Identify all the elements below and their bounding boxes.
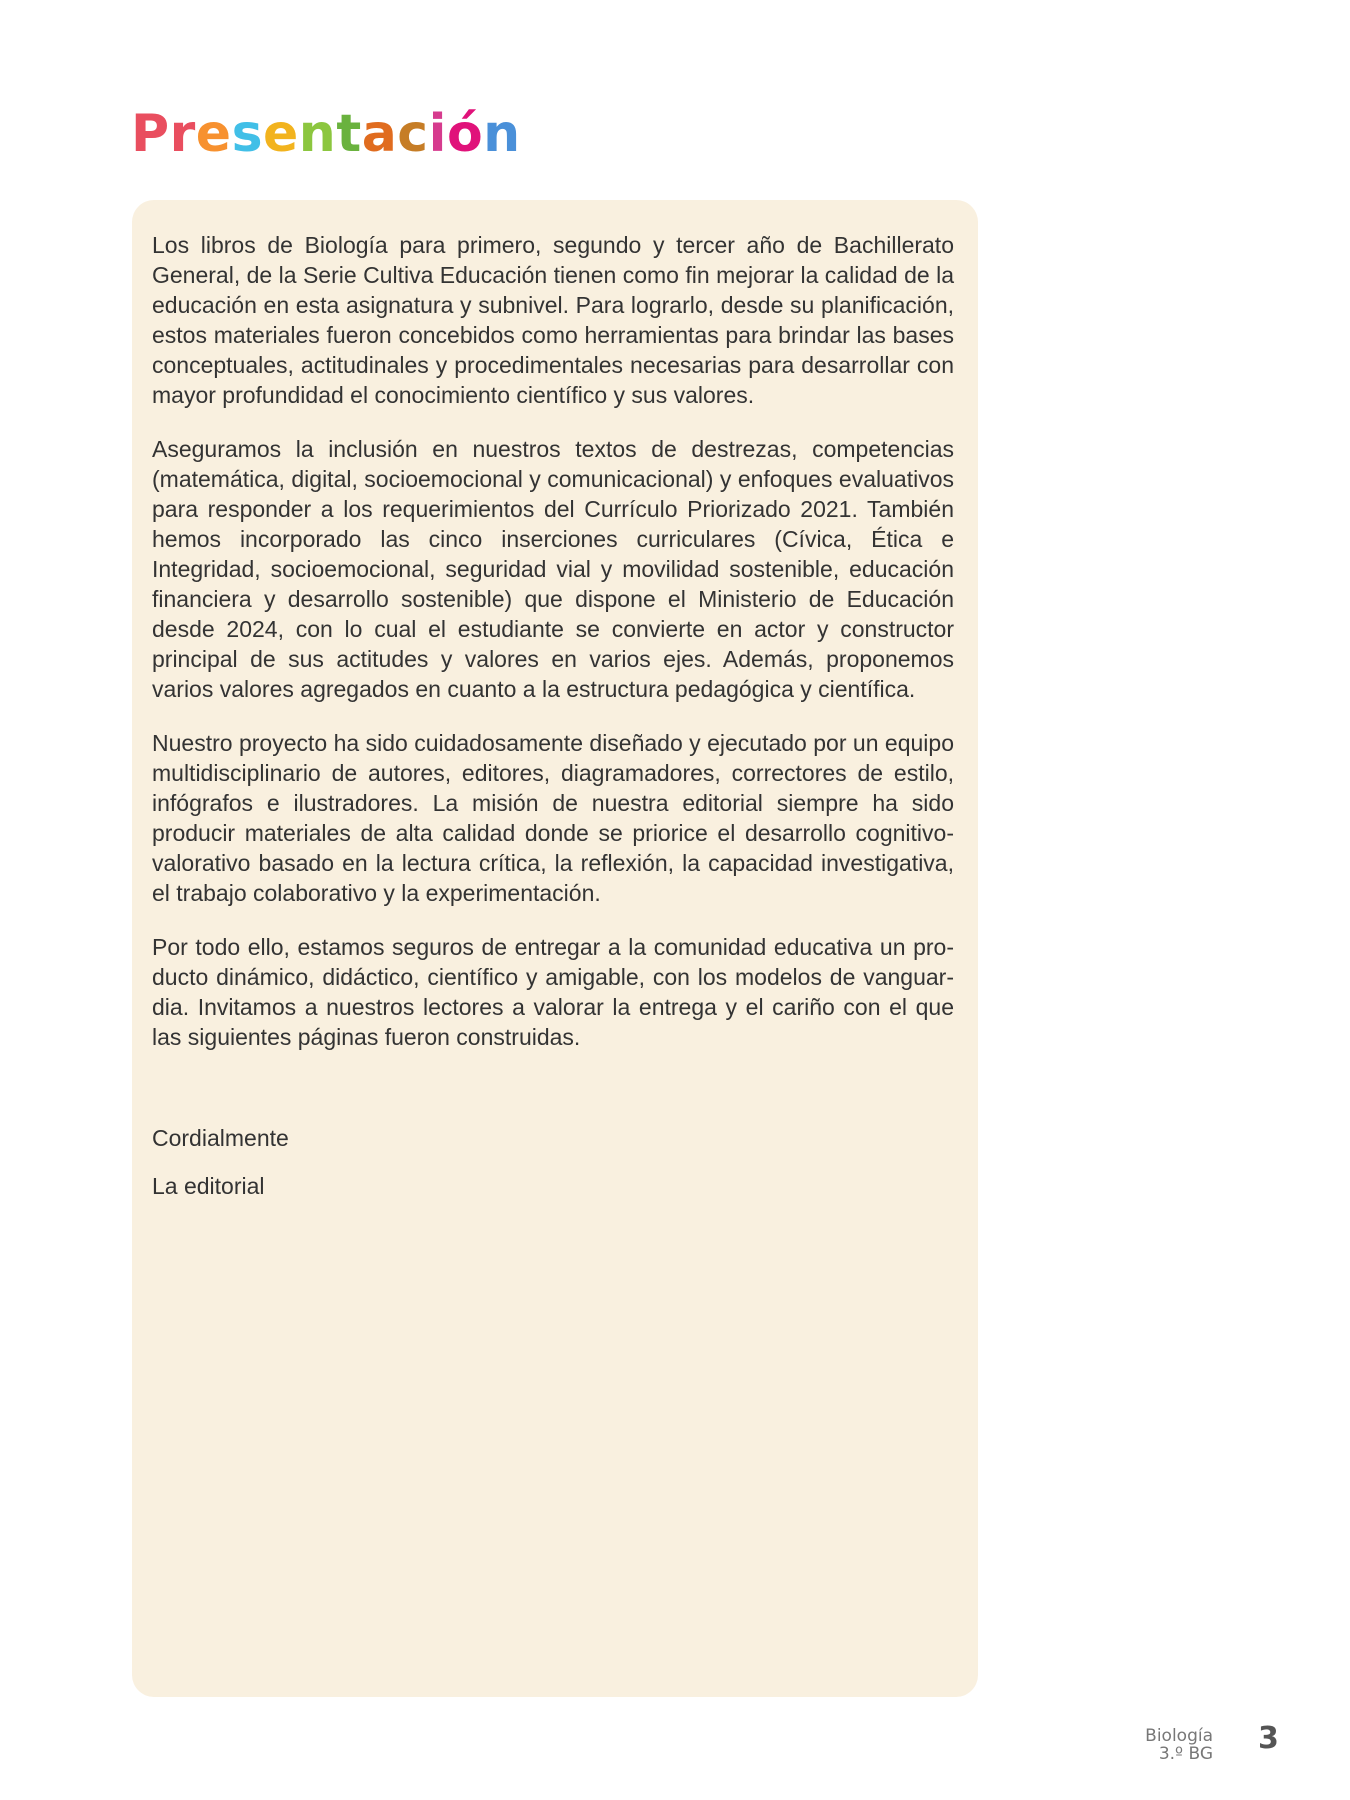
body-paragraph: Nuestro proyecto ha sido cuidadosamente diseñado y ejecutado por un equipo multidisciplinario de autores, editores, diagramadores, correctores de estilo, infógrafos e ilustradores. La misión de nuestra editorial siempre ha sido producir materiales de alta calidad donde se priorice el desarrollo cognitivo-valorativo basado en la lectura crítica, la reflexión, la capacidad investigativa, el trabajo colaborativo y la experimentación. <box>152 730 954 906</box>
title-letter: e <box>195 104 232 164</box>
title-letter: i <box>428 104 447 164</box>
title-letter: n <box>298 104 337 164</box>
title-letter: r <box>169 104 196 164</box>
signature: La editorial <box>152 1173 265 1199</box>
page-number: 3 <box>1258 1721 1279 1756</box>
closing-line: Cordialmente <box>152 1125 289 1151</box>
title-letter: n <box>483 104 521 164</box>
title-letter: c <box>397 104 429 164</box>
footer-subject: Biología <box>1145 1726 1213 1746</box>
page-title <box>131 102 521 166</box>
body-paragraph: Por todo ello, estamos seguros de entregar a la comunidad educativa un producto dinámico, didáctico, científico y amigable, con los modelos de vanguardia. Invitamos a nuestros lectores a valorar la entrega y el cariño con el que las siguientes páginas fueron construidas. <box>152 934 954 1050</box>
title-letter: a <box>361 104 398 164</box>
footer-grade: 3.º BG <box>1158 1744 1213 1764</box>
title-letter: t <box>336 104 362 164</box>
title-letter: ó <box>446 104 484 164</box>
title-letter: s <box>231 104 264 164</box>
footer-book-info <box>1145 1727 1213 1763</box>
body-paragraph: Los libros de Biología para primero, segundo y tercer año de Bachillerato General, de la Serie Cultiva Educación tienen como fin mejorar la calidad de la educación en esta asignatura y subnivel. Para lograrlo, desde su planificación, estos materiales fueron concebidos como herramientas para brindar las bases conceptuales, actitudinales y procedimentales necesarias para desarrollar con mayor profundidad el conocimiento científico y sus valores. <box>152 232 954 408</box>
spacer <box>152 1076 954 1123</box>
body-paragraph: Aseguramos la inclusión en nuestros textos de destrezas, competencias (matemática, digital, socioemocional y comunicacional) y enfoques evaluativos para responder a los requerimientos del Currículo Priorizado 2021. También hemos incorporado las cinco inserciones curriculares (Cívica, Ética e Integridad, socioemocional, seguridad vial y movilidad sostenible, educación financiera y desarrollo sostenible) que dispone el Ministerio de Educación desde 2024, con lo cual el estudiante se convierte en actor y constructor principal de sus actitudes y valores en varios ejes. Además, proponemos varios valores agregados en cuanto a la estructura pedagógica y científica. <box>152 436 954 702</box>
content-panel <box>132 200 978 1697</box>
title-letter: P <box>131 104 170 164</box>
title-letter: e <box>263 104 299 164</box>
